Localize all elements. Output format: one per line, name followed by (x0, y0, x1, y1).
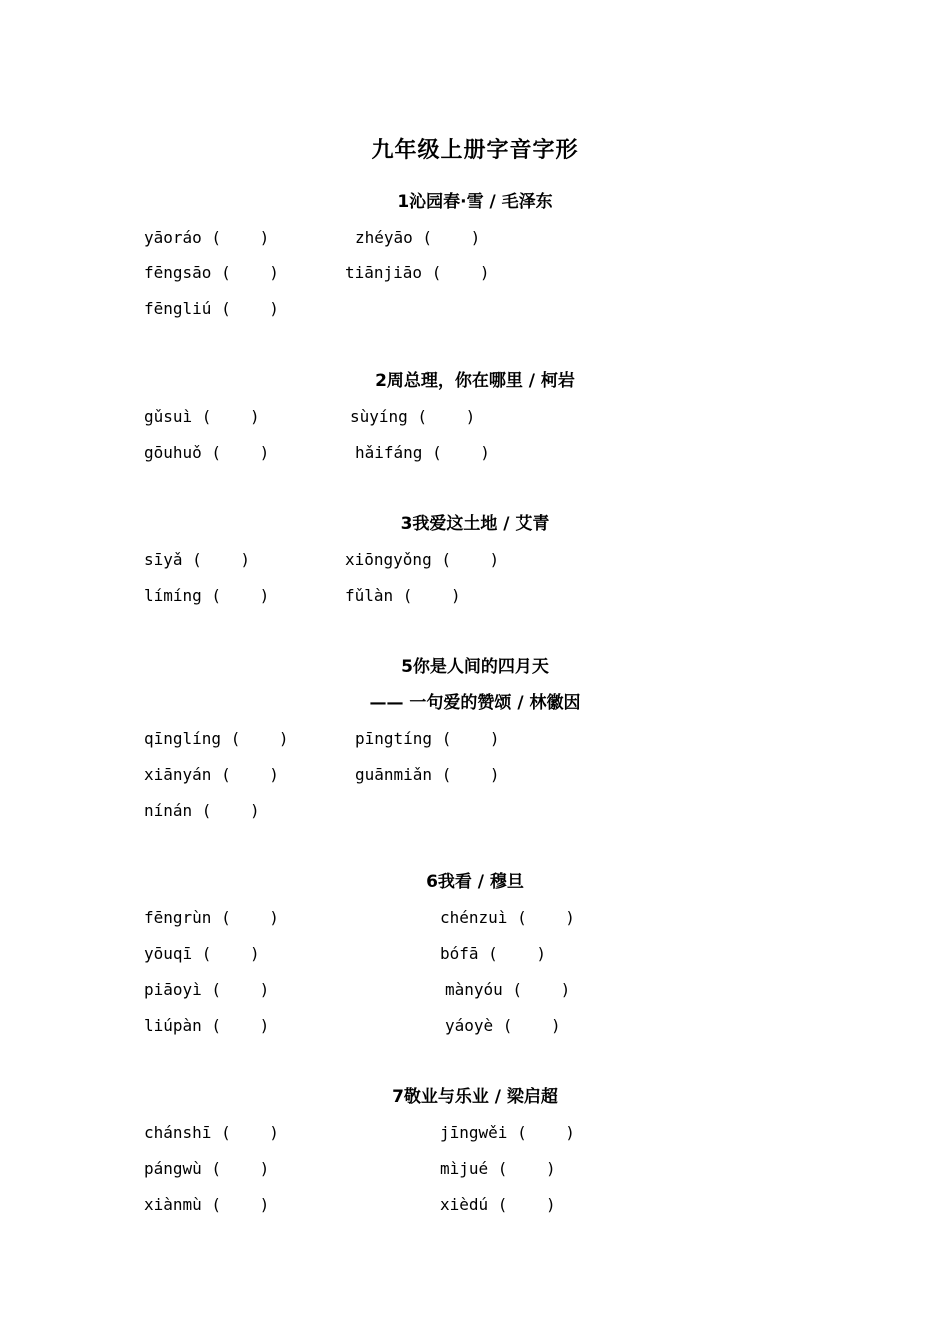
word-item: chánshī ( ) (144, 1123, 279, 1142)
word-item: fēngsāo ( ) (144, 263, 279, 282)
word-item: liúpàn ( ) (144, 1016, 270, 1035)
word-item: yáoyè ( ) (445, 1016, 561, 1035)
word-item: sīyǎ ( ) (144, 550, 250, 569)
section-6-heading: 6我看 / 穆旦 (426, 872, 524, 892)
word-item: fǔlàn ( ) (345, 586, 461, 605)
word-item: yōuqī ( ) (144, 944, 260, 963)
section-2-heading: 2周总理，你在哪里 / 柯岩 (375, 371, 575, 391)
word-item: nínán ( ) (144, 801, 260, 820)
word-item: zhéyāo ( ) (355, 228, 481, 247)
word-item: límíng ( ) (144, 586, 270, 605)
word-item: mìjué ( ) (440, 1159, 556, 1178)
word-item: mànyóu ( ) (445, 980, 571, 999)
word-item: gǔsuì ( ) (144, 407, 260, 426)
word-item: hǎifáng ( ) (355, 443, 490, 462)
word-item: chénzuì ( ) (440, 908, 575, 927)
word-item: pīngtíng ( ) (355, 729, 500, 748)
word-item: sùyíng ( ) (350, 407, 476, 426)
word-item: pángwù ( ) (144, 1159, 270, 1178)
word-item: tiānjiāo ( ) (345, 263, 490, 282)
word-item: qīnglíng ( ) (144, 729, 289, 748)
page-title: 九年级上册字音字形 (371, 138, 579, 163)
word-item: fēngrùn ( ) (144, 908, 279, 927)
word-item: jīngwěi ( ) (440, 1123, 575, 1142)
section-7-heading: 7敬业与乐业 / 梁启超 (392, 1087, 558, 1107)
word-item: fēngliú ( ) (144, 299, 279, 318)
section-5-heading: 5你是人间的四月天 (401, 657, 549, 677)
section-1-heading: 1沁园春·雪 / 毛泽东 (397, 192, 553, 212)
section-3-heading: 3我爱这土地 / 艾青 (400, 514, 550, 534)
word-item: bófā ( ) (440, 944, 546, 963)
word-item: piāoyì ( ) (144, 980, 270, 999)
word-item: guānmiǎn ( ) (355, 765, 500, 784)
word-item: xiànmù ( ) (144, 1195, 270, 1214)
word-item: yāoráo ( ) (144, 228, 270, 247)
section-5-subheading: —— 一句爱的赞颂 / 林徽因 (369, 693, 581, 713)
word-item: gōuhuǒ ( ) (144, 443, 270, 462)
word-item: xiānyán ( ) (144, 765, 279, 784)
word-item: xièdú ( ) (440, 1195, 556, 1214)
word-item: xiōngyǒng ( ) (345, 550, 500, 569)
